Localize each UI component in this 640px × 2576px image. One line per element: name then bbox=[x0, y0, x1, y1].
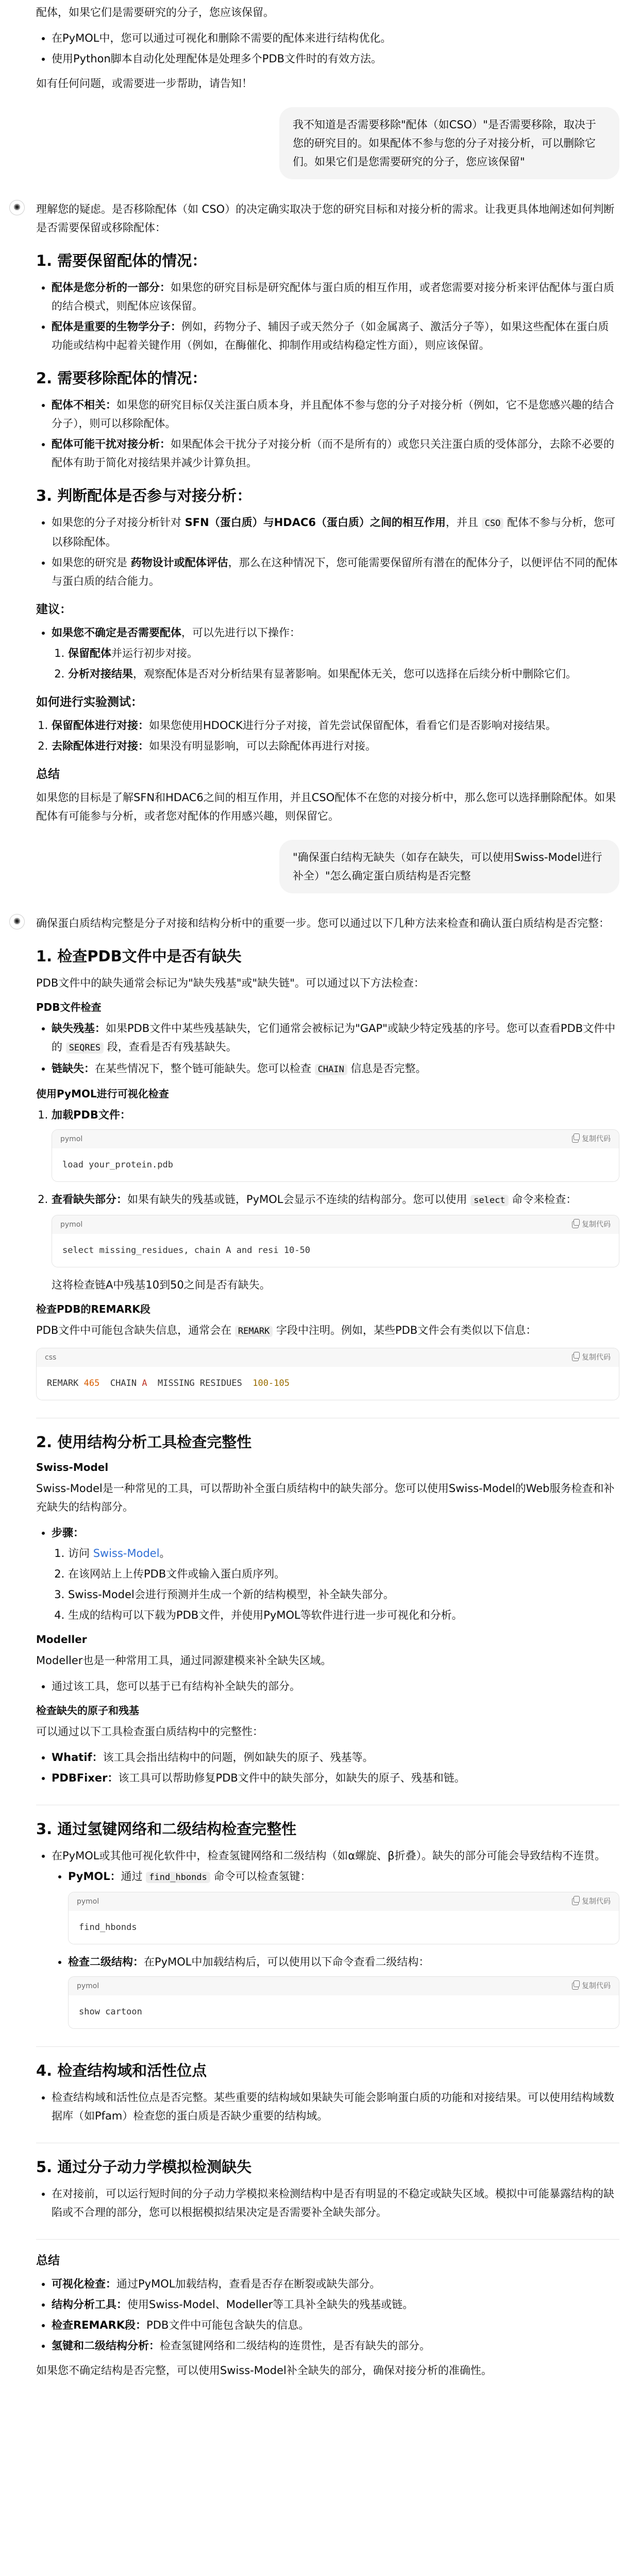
user-message-1: 我不知道是否需要移除"配体（如CSO）"是否需要移除，取决于您的研究目的。如果配体不参与您的分子对接分析，可以删除它们。如果它们是您需要研究的分子，您应该保留" bbox=[279, 107, 619, 179]
a2-s1-list bbox=[36, 278, 619, 354]
a3-remark-post: 字段中注明。例如，某些PDB文件会有类似以下信息： bbox=[273, 1324, 537, 1336]
a3-atoms-list bbox=[36, 1748, 619, 1787]
a3-s1-b1-bold: 缺失残基： bbox=[52, 1022, 106, 1035]
copy-label: 复制代码 bbox=[582, 1135, 611, 1143]
copy-code-button[interactable] bbox=[572, 1977, 611, 1995]
a3-remark-text bbox=[36, 1321, 619, 1341]
a2-s1-bullet bbox=[52, 278, 619, 315]
a2-s3-b1-pre: 如果您的分子对接分析针对 bbox=[52, 516, 185, 529]
a3-summary-bullet bbox=[52, 2275, 619, 2293]
a2-how-o1-bold: 保留配体进行对接： bbox=[52, 719, 149, 732]
code-header bbox=[37, 1348, 619, 1367]
a3-s3-sub1-pre: 通过 bbox=[121, 1870, 146, 1883]
copy-icon bbox=[572, 1136, 579, 1143]
user-message-1-row bbox=[0, 100, 640, 192]
intro-bullet-python: • 使用Python脚本自动化处理配体是处理多个PDB文件时的有效方法。 bbox=[52, 49, 619, 68]
inline-code-select: select bbox=[470, 1195, 508, 1206]
a3-remark-pre: PDB文件中可能包含缺失信息，通常会在 bbox=[36, 1324, 235, 1336]
code-token: MISSING RESIDUES bbox=[158, 1378, 242, 1388]
a3-s4-list bbox=[36, 2088, 619, 2125]
a3-s1-b1-post: 段，查看是否有残基缺失。 bbox=[104, 1041, 237, 1053]
a3-s3-list bbox=[36, 1846, 619, 2029]
code-language: pymol bbox=[60, 1135, 83, 1143]
code-block bbox=[52, 1129, 619, 1182]
a3-s1-text: PDB文件中的缺失通常会标记为"缺失残基"或"缺失链"。可以通过以下方法检查： bbox=[36, 977, 425, 989]
inline-code-remark: REMARK bbox=[235, 1326, 273, 1337]
a2-s2-b1-bold: 配体不相关： bbox=[52, 399, 116, 411]
a3-s1-b2-bold: 链缺失： bbox=[52, 1062, 95, 1075]
a3-summary-bullet bbox=[52, 2295, 619, 2314]
a2-s1-title: 1. 需要保留配体的情况： bbox=[36, 252, 207, 269]
a3-summary-title: 总结 bbox=[36, 2254, 60, 2267]
a3-atoms-heading: 检查缺失的原子和残基 bbox=[36, 1704, 139, 1717]
intro-bullet-pymol: • 在PyMOL中，您可以通过可视化和删除不需要的配体来进行结构优化。 bbox=[52, 29, 619, 47]
a3-s1-bullet bbox=[52, 1059, 619, 1079]
a3-s3-subbullet bbox=[68, 1953, 619, 2029]
divider bbox=[36, 2046, 619, 2047]
inline-code-find-hbonds: find_hbonds bbox=[146, 1872, 210, 1883]
a3-modeller-text: Modeller也是一种常用工具，通过同源建模来补全缺失区域。 bbox=[36, 1654, 332, 1667]
a3-sum-b3-text: PDB文件中可能包含缺失的信息。 bbox=[146, 2319, 310, 2331]
a3-s5-title: 5. 通过分子动力学模拟检测缺失 bbox=[36, 2158, 252, 2176]
a2-how-title: 如何进行实验测试： bbox=[36, 696, 143, 709]
a3-s3-sub1-bold: PyMOL： bbox=[68, 1870, 121, 1883]
a3-summary-list bbox=[36, 2275, 619, 2355]
copy-label: 复制代码 bbox=[582, 1221, 611, 1229]
user-message-2: "确保蛋白结构无缺失（如存在缺失，可以使用Swiss-Model进行补全）"怎么确定蛋白质结构是否完整 bbox=[279, 840, 619, 893]
a3-atoms-b2-text: 该工具可以帮助修复PDB文件中的缺失部分，如缺失的原子、残基和链。 bbox=[118, 1772, 465, 1784]
a2-s2-list bbox=[36, 396, 619, 472]
user-message-2-row bbox=[0, 833, 640, 906]
a3-sum-b1-text: 通过PyMOL加载结构，查看是否存在断裂或缺失部分。 bbox=[116, 2278, 381, 2290]
inline-code-cso: CSO bbox=[482, 518, 504, 529]
copy-icon bbox=[572, 1221, 579, 1228]
a2-summary-title: 总结 bbox=[36, 768, 60, 781]
a3-s5-list bbox=[36, 2184, 619, 2222]
a3-s3-sub1-post: 命令可以检查氢键： bbox=[210, 1870, 311, 1883]
code-token: 100-105 bbox=[252, 1378, 290, 1388]
a2-s3-list bbox=[36, 513, 619, 590]
a3-remark-heading: 检查PDB的REMARK段 bbox=[36, 1303, 150, 1315]
a3-s1-bullet bbox=[52, 1019, 619, 1057]
copy-label: 复制代码 bbox=[582, 1982, 611, 1990]
a3-atoms-b1-text: 该工具会指出结构中的问题，例如缺失的原子、残基等。 bbox=[103, 1751, 374, 1764]
a3-s4-title: 4. 检查结构域和活性位点 bbox=[36, 2062, 207, 2079]
a3-s3-sublist bbox=[52, 1867, 619, 2029]
copy-label: 复制代码 bbox=[582, 1353, 611, 1362]
a2-s2-b2-bold: 配体可能干扰对接分析： bbox=[52, 438, 171, 450]
intro-closing: 如有任何问题，或需要进一步帮助，请告知！ bbox=[36, 77, 252, 90]
intro-list bbox=[36, 29, 619, 68]
a2-s1-b2-text: 例如，药物分子、辅因子或天然分子（如金属离子、激活分子等），如果这些配体在蛋白质功能或结构中起着关键作用（例如，在酶催化、抑制作用或结构稳定性方面），则应该保留。 bbox=[52, 320, 609, 351]
code-token: REMARK bbox=[47, 1378, 79, 1388]
a3-sm-step: 4. 生成的结构可以下载为PDB文件，并使用PyMOL等软件进行进一步可视化和分析。 bbox=[68, 1606, 619, 1624]
code-token: A bbox=[142, 1378, 147, 1388]
a3-sum-b4-bold: 氢键和二级结构分析： bbox=[52, 2340, 160, 2352]
a3-modeller-bullet: • 通过该工具，您可以基于已有结构补全缺失的部分。 bbox=[52, 1677, 619, 1696]
code-content: load your_protein.pdb bbox=[52, 1148, 619, 1181]
a3-s3-bullet bbox=[52, 1846, 619, 2029]
a2-s3-b1-bold: SFN（蛋白质）与HDAC6（蛋白质）之间的相互作用 bbox=[184, 516, 446, 529]
a2-suggest-list bbox=[36, 623, 619, 683]
copy-icon bbox=[572, 1898, 579, 1905]
a3-pymol-step bbox=[52, 1106, 619, 1182]
a3-atoms-text: 可以通过以下工具检查蛋白质结构中的完整性： bbox=[36, 1725, 263, 1738]
a3-s1-title: 1. 检查PDB文件中是否有缺失 bbox=[36, 947, 242, 965]
assistant-message-1-tail bbox=[0, 3, 640, 93]
a3-swissmodel-heading: Swiss-Model bbox=[36, 1461, 109, 1473]
a2-suggest-step bbox=[68, 665, 619, 683]
a2-summary-text: 如果您的目标是了解SFN和HDAC6之间的相互作用，并且CSO配体不在您的对接分析中，那么您可以选择删除配体。如果配体有可能参与分析，或者您对配体的作用感兴趣，则保留它。 bbox=[36, 791, 616, 822]
a2-suggest-steps bbox=[52, 644, 619, 683]
intro-line: 配体，如果它们是需要研究的分子，您应该保留。 bbox=[36, 6, 274, 19]
code-content: find_hbonds bbox=[69, 1911, 619, 1944]
a2-s2-b1-text: 如果您的研究目标仅关注蛋白质本身，并且配体不参与您的分子对接分析（例如，它不是您感兴趣的结合分子），则可以移除配体。 bbox=[52, 399, 614, 430]
a3-pymol-o2-post: 命令来检查： bbox=[508, 1193, 577, 1206]
a3-s1-list bbox=[36, 1019, 619, 1079]
a2-sug-b1-bold: 如果您不确定是否需要配体 bbox=[52, 626, 181, 639]
a2-s1-bullet bbox=[52, 317, 619, 354]
a3-sm-step bbox=[68, 1544, 619, 1563]
code-token: 465 bbox=[83, 1378, 100, 1388]
a2-s3-b1-post: 配体不参与分析，您可以移除配体。 bbox=[52, 516, 616, 548]
a3-swissmodel-steps bbox=[52, 1544, 619, 1624]
a3-summary-bullet bbox=[52, 2316, 619, 2334]
a2-how-list bbox=[36, 716, 619, 755]
a2-how-step bbox=[52, 716, 619, 735]
a3-s3-sub2-bold: 检查二级结构： bbox=[68, 1956, 144, 1968]
a3-pymol-step bbox=[52, 1190, 619, 1294]
a2-s2-b2-text: 如果配体会干扰分子对接分析（而不是所有的）或您只关注蛋白质的受体部分，去除不必要的配体有助于简化对接结果并减少计算负担。 bbox=[52, 438, 614, 469]
code-block bbox=[52, 1215, 619, 1267]
a2-suggest-bullet bbox=[52, 623, 619, 683]
a2-s1-b1-text: 如果您的研究目标是研究配体与蛋白质的相互作用，或者您需要对接分析来评估配体与蛋白质的结合模式，则配体应该保留。 bbox=[52, 281, 614, 312]
swiss-model-link[interactable]: Swiss-Model bbox=[93, 1547, 160, 1560]
a3-sum-b4-text: 检查氢键网络和二级结构的连贯性，是否有缺失的部分。 bbox=[160, 2340, 430, 2352]
copy-label: 复制代码 bbox=[582, 1897, 611, 1906]
a3-steps-bullet bbox=[52, 1523, 619, 1624]
assistant-message-3 bbox=[0, 906, 640, 2380]
code-language: pymol bbox=[77, 1897, 99, 1906]
a3-sum-b2-bold: 结构分析工具： bbox=[52, 2298, 127, 2311]
a3-sum-b2-text: 使用Swiss-Model、Modeller等工具补全缺失的残基或链。 bbox=[127, 2298, 414, 2311]
a3-pymol-o2-text: 如果有缺失的残基或链，PyMOL会显示不连续的结构部分。您可以使用 bbox=[127, 1193, 471, 1206]
a2-how-step bbox=[52, 737, 619, 755]
code-language: pymol bbox=[77, 1982, 99, 1990]
code-content: show cartoon bbox=[69, 1995, 619, 2028]
copy-icon bbox=[572, 1354, 579, 1361]
a2-suggest-title: 建议： bbox=[36, 603, 72, 616]
a3-s2-title: 2. 使用结构分析工具检查完整性 bbox=[36, 1433, 252, 1451]
a3-pdb-check-heading: PDB文件检查 bbox=[36, 1001, 102, 1013]
a3-step1-post: 。 bbox=[159, 1547, 171, 1560]
a3-swissmodel-list bbox=[36, 1523, 619, 1624]
a2-s2-bullet bbox=[52, 435, 619, 472]
a2-s2-bullet bbox=[52, 396, 619, 433]
a2-sug-o2-bold: 分析对接结果 bbox=[68, 668, 133, 680]
inline-code-seqres: SEQRES bbox=[66, 1042, 104, 1054]
a3-sm-step: 3. Swiss-Model会进行预测并生成一个新的结构模型，补全缺失部分。 bbox=[68, 1585, 619, 1604]
code-block bbox=[68, 1976, 619, 2029]
inline-code-chain: CHAIN bbox=[315, 1064, 347, 1075]
a3-atoms-b1-bold: Whatif： bbox=[52, 1751, 103, 1764]
code-language: css bbox=[45, 1353, 57, 1362]
a3-s3-subbullet bbox=[68, 1867, 619, 1944]
a3-swissmodel-text: Swiss-Model是一种常见的工具，可以帮助补全蛋白质结构中的缺失部分。您可以使用Swiss-Model的Web服务检查和补充缺失的结构部分。 bbox=[36, 1482, 615, 1513]
a3-s3-sub2-text: 在PyMOL中加载结构后，可以使用以下命令查看二级结构： bbox=[144, 1956, 430, 1968]
a2-s3-b1-mid: ，并且 bbox=[446, 516, 482, 529]
a2-how-o2-bold: 去除配体进行对接： bbox=[52, 740, 149, 752]
a2-suggest-step bbox=[68, 644, 619, 663]
code-header bbox=[52, 1130, 619, 1148]
code-header bbox=[69, 1892, 619, 1911]
a3-pymol-o1-bold: 加载PDB文件： bbox=[52, 1109, 131, 1121]
a3-s3-title: 3. 通过氢键网络和二级结构检查完整性 bbox=[36, 1820, 297, 1838]
a2-s3-b2-bold: 药物设计或配体评估 bbox=[130, 556, 228, 569]
a3-s4-bullet: • 检查结构域和活性位点是否完整。某些重要的结构域如果缺失可能会影响蛋白质的功能和对接结果。可以使用结构域数据库（如Pfam）检查您的蛋白质是否缺少重要的结构域。 bbox=[52, 2088, 619, 2125]
a3-s1-b2-post: 信息是否完整。 bbox=[347, 1062, 427, 1075]
a3-sum-b1-bold: 可视化检查： bbox=[52, 2278, 116, 2290]
a2-s3-title: 3. 判断配体是否参与对接分析： bbox=[36, 487, 252, 504]
a3-steps-label: 步骤： bbox=[52, 1527, 84, 1539]
a2-sug-o1-bold: 保留配体 bbox=[68, 647, 111, 659]
assistant-avatar-icon: ✺ bbox=[9, 914, 25, 929]
a2-s3-bullet bbox=[52, 553, 619, 590]
a3-summary-bullet bbox=[52, 2336, 619, 2355]
a3-pymol-heading: 使用PyMOL进行可视化检查 bbox=[36, 1088, 169, 1100]
a3-atoms-bullet bbox=[52, 1748, 619, 1767]
a2-s2-title: 2. 需要移除配体的情况： bbox=[36, 369, 207, 387]
copy-code-button[interactable] bbox=[572, 1892, 611, 1911]
a3-s1-b2-text: 在某些情况下，整个链可能缺失。您可以检查 bbox=[95, 1062, 315, 1075]
a3-s3-b1-text: 在PyMOL或其他可视化软件中，检查氢键网络和二级结构（如α螺旋、β折叠）。缺失的部分可能会导致结构不连贯。 bbox=[52, 1850, 606, 1862]
divider bbox=[36, 2239, 619, 2240]
assistant-message-2 bbox=[0, 192, 640, 825]
a3-pymol-o2-bold: 查看缺失部分： bbox=[52, 1193, 127, 1206]
code-block bbox=[68, 1892, 619, 1944]
a3-pymol-steps bbox=[36, 1106, 619, 1294]
a3-modeller-list bbox=[36, 1677, 619, 1696]
a3-pymol-o2-after: 这将检查链A中残基10到50之间是否有缺失。 bbox=[52, 1279, 271, 1291]
a2-s3-b2-pre: 如果您的研究是 bbox=[52, 556, 131, 569]
copy-icon bbox=[572, 1982, 579, 1990]
code-block bbox=[36, 1348, 619, 1400]
code-content: select missing_residues, chain A and resi 10-50 bbox=[52, 1234, 619, 1267]
a2-sug-o2-text: ，观察配体是否对分析结果有显著影响。如果配体无关，您可以选择在后续分析中删除它们。 bbox=[133, 668, 577, 680]
copy-code-button[interactable] bbox=[572, 1215, 611, 1234]
a2-sug-b1-text: ，可以先进行以下操作： bbox=[181, 626, 300, 639]
a2-intro: 理解您的疑虑。是否移除配体（如 CSO）的决定确实取决于您的研究目标和对接分析的需求。让我更具体地阐述如何判断是否需要保留或移除配体： bbox=[36, 203, 615, 234]
code-token: CHAIN bbox=[110, 1378, 137, 1388]
a3-sm-step: 2. 在该网站上上传PDB文件或输入蛋白质序列。 bbox=[68, 1565, 619, 1583]
code-content bbox=[37, 1367, 619, 1400]
copy-code-button[interactable] bbox=[572, 1348, 611, 1367]
a3-intro: 确保蛋白质结构完整是分子对接和结构分析中的重要一步。您可以通过以下几种方法来检查和确认蛋白质结构是否完整： bbox=[36, 917, 610, 929]
a3-s1-b1-text: 如果PDB文件中某些残基缺失，它们通常会被标记为"GAP"或缺少特定残基的序号。您可以查看PDB文件中的 bbox=[52, 1022, 616, 1053]
a2-s1-b2-bold: 配体是重要的生物学分子： bbox=[52, 320, 181, 333]
a2-how-o1-text: 如果您使用HDOCK进行分子对接，首先尝试保留配体，看看它们是否影响对接结果。 bbox=[149, 719, 557, 732]
a3-step1-pre: 访问 bbox=[68, 1547, 93, 1560]
chat-page bbox=[0, 3, 640, 2408]
assistant-avatar-icon: ✺ bbox=[9, 200, 25, 215]
code-header bbox=[69, 1977, 619, 1995]
copy-code-button[interactable] bbox=[572, 1130, 611, 1148]
a3-modeller-heading: Modeller bbox=[36, 1633, 87, 1646]
a2-s3-bullet bbox=[52, 513, 619, 551]
a3-atoms-bullet bbox=[52, 1769, 619, 1787]
a2-s3-b2-post: ，那么在这种情况下，您可能需要保留所有潜在的配体分子，以便评估不同的配体与蛋白质的结合能力。 bbox=[52, 556, 618, 587]
a3-atoms-b2-bold: PDBFixer： bbox=[52, 1772, 119, 1784]
code-language: pymol bbox=[60, 1221, 83, 1229]
a3-sum-b3-bold: 检查REMARK段： bbox=[52, 2319, 147, 2331]
a3-final-text: 如果您不确定结构是否完整，可以使用Swiss-Model补全缺失的部分，确保对接分析的准确性。 bbox=[36, 2364, 492, 2377]
a2-how-o2-text: 如果没有明显影响，可以去除配体再进行对接。 bbox=[149, 740, 376, 752]
a2-s1-b1-bold: 配体是您分析的一部分： bbox=[52, 281, 171, 294]
a2-sug-o1-text: 并运行初步对接。 bbox=[111, 647, 198, 659]
a3-s5-bullet: • 在对接前，可以运行短时间的分子动力学模拟来检测结构中是否有明显的不稳定或缺失区域。模拟中可能暴露结构的缺陷或不合理的部分，您可以根据模拟结果决定是否需要补全缺失部分。 bbox=[52, 2184, 619, 2222]
code-header bbox=[52, 1215, 619, 1234]
